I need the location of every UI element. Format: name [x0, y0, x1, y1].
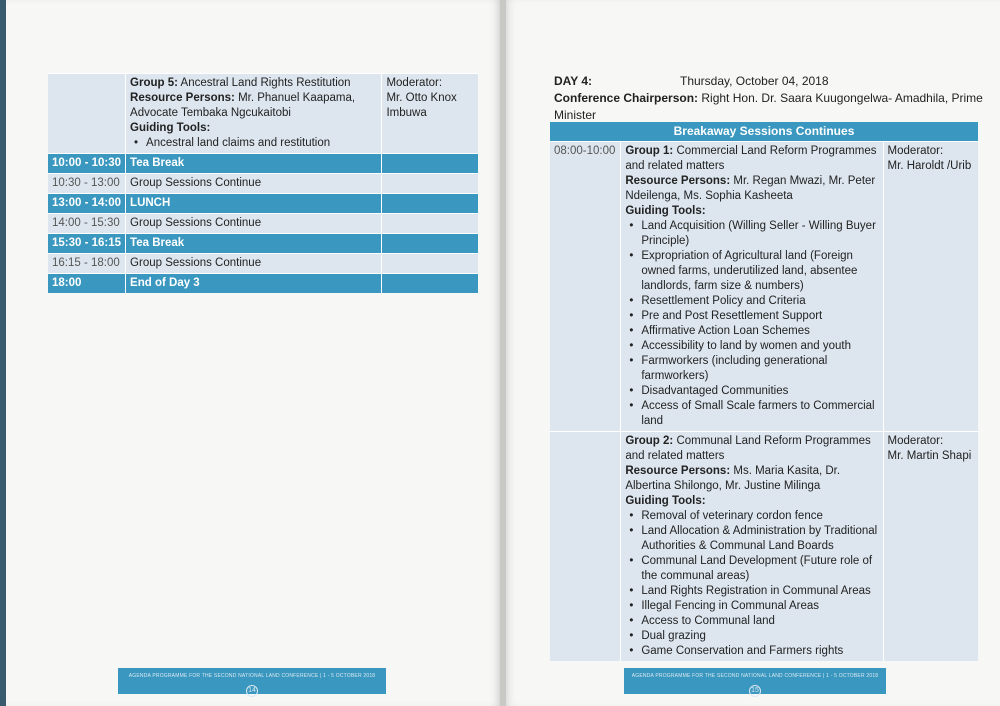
schedule-moderator-cell [382, 254, 478, 274]
schedule-time: 16:15 - 18:00 [48, 254, 126, 274]
tools-label: Guiding Tools: [130, 122, 211, 134]
schedule-activity: Group Sessions Continue [126, 174, 382, 194]
page-number: 15 [749, 685, 761, 697]
page-number: 14 [246, 685, 258, 697]
schedule-activity: Tea Break [126, 154, 382, 174]
tool-item: • Pre and Post Resettlement Support [625, 309, 878, 324]
group5-moderator [382, 74, 478, 154]
moderator-name: Mr. Haroldt /Urib [887, 160, 972, 172]
schedule-moderator-cell [382, 234, 478, 254]
group1-moderator [883, 142, 978, 432]
tool-item: • Illegal Fencing in Communal Areas [625, 599, 878, 614]
schedule-row [48, 234, 478, 254]
schedule-row [48, 174, 478, 194]
schedule-moderator-cell [382, 214, 478, 234]
schedule-moderator-cell [382, 194, 478, 214]
group1-row [550, 142, 978, 432]
tool-item: • Expropriation of Agricultural land (Foreign owned farms, underutilized land, absentee landlords, farm size & numbers) [625, 249, 878, 294]
day-label: DAY 4: [554, 74, 593, 88]
tool-item: • Accessibility to land by women and youth [625, 339, 878, 354]
group2-details [621, 432, 883, 662]
group2-row [550, 432, 978, 662]
schedule-time: 18:00 [48, 274, 126, 294]
booklet-spine-edge [0, 0, 6, 706]
moderator-label: Moderator: [887, 145, 944, 157]
resource-names: Ms. Maria Kasita, Dr. Albertina Shilongo, Mr. Justine Milinga [625, 465, 841, 492]
session-time: 08:00-10:00 [550, 142, 621, 432]
tool-item: • Land Acquisition (Willing Seller - Willing Buyer Principle) [625, 219, 878, 249]
tool-item: • Farmworkers (including generational farmworkers) [625, 354, 878, 384]
page-footer [624, 668, 886, 694]
tool-item: • Ancestral land claims and restitution [130, 136, 377, 151]
day3-schedule-table [48, 73, 478, 293]
schedule-row [48, 274, 478, 294]
tools-list [130, 136, 377, 151]
chair-name: Right Hon. Dr. Saara Kuugongelwa- Amadhila, Prime Minister [554, 91, 983, 122]
moderator-label: Moderator: [887, 435, 944, 447]
tool-item: • Resettlement Policy and Criteria [625, 294, 878, 309]
schedule-row [48, 194, 478, 214]
group-label: Group 2: [625, 435, 674, 447]
tools-list [625, 219, 878, 429]
tool-item: • Communal Land Development (Future role of the communal areas) [625, 554, 878, 584]
page-footer [118, 668, 386, 694]
table-heading-row [550, 122, 978, 142]
tool-item: • Access of Small Scale farmers to Commercial land [625, 399, 878, 429]
schedule-row [48, 154, 478, 174]
schedule-time: 13:00 - 14:00 [48, 194, 126, 214]
schedule-time: 15:30 - 16:15 [48, 234, 126, 254]
schedule-time: 10:30 - 13:00 [48, 174, 126, 194]
group-title: Communal Land Reform Programmes and related matters [625, 435, 871, 462]
resource-label: Resource Persons: [625, 465, 731, 477]
day-header [554, 73, 1000, 124]
group1-details [621, 142, 883, 432]
table-heading: Breakaway Sessions Continues [550, 122, 978, 142]
schedule-moderator-cell [382, 174, 478, 194]
group-label: Group 1: [625, 145, 674, 157]
resource-names: Mr. Phanuel Kaapama, Advocate Tembaka Ngcukaitobi [130, 92, 356, 119]
schedule-time: 14:00 - 15:30 [48, 214, 126, 234]
tools-label: Guiding Tools: [625, 495, 706, 507]
group-label: Group 5: [130, 77, 178, 89]
tool-item: • Access to Communal land [625, 614, 878, 629]
tool-item: • Game Conservation and Farmers rights [625, 644, 878, 659]
footer-text: AGENDA PROGRAMME FOR THE SECOND NATIONAL LAND CONFERENCE | 1 - 5 OCTOBER 2018 [631, 673, 879, 679]
schedule-activity: LUNCH [126, 194, 382, 214]
group2-time-cell [550, 432, 621, 662]
schedule-activity: Group Sessions Continue [126, 254, 382, 274]
schedule-activity: Tea Break [126, 234, 382, 254]
group5-time-cell [48, 74, 126, 154]
group5-details [126, 74, 382, 154]
moderator-name: Mr. Otto Knox Imbuwa [386, 92, 457, 119]
tool-item: • Land Rights Registration in Communal Areas [625, 584, 878, 599]
tool-item: • Dual grazing [625, 629, 878, 644]
schedule-moderator-cell [382, 154, 478, 174]
day-date: Thursday, October 04, 2018 [680, 74, 829, 88]
chair-label: Conference Chairperson: [554, 91, 699, 105]
resource-label: Resource Persons: [625, 175, 731, 187]
group5-row [48, 74, 478, 154]
group2-moderator [883, 432, 978, 662]
right-page [506, 0, 1000, 706]
schedule-row [48, 214, 478, 234]
schedule-moderator-cell [382, 274, 478, 294]
schedule-activity: End of Day 3 [126, 274, 382, 294]
schedule-row [48, 254, 478, 274]
tools-list [625, 509, 878, 659]
moderator-name: Mr. Martin Shapi [887, 450, 972, 462]
resource-names: Mr. Regan Mwazi, Mr. Peter Ndeilenga, Ms. Sophia Kasheeta [625, 175, 876, 202]
group-title: Ancestral Land Rights Restitution [180, 77, 351, 89]
tools-label: Guiding Tools: [625, 205, 706, 217]
group-title: Commercial Land Reform Programmes and related matters [625, 145, 877, 172]
day4-schedule-table [550, 122, 978, 661]
schedule-time: 10:00 - 10:30 [48, 154, 126, 174]
resource-label: Resource Persons: [130, 92, 235, 104]
schedule-activity: Group Sessions Continue [126, 214, 382, 234]
tool-item: • Disadvantaged Communities [625, 384, 878, 399]
tool-item: • Affirmative Action Loan Schemes [625, 324, 878, 339]
tool-item: • Removal of veterinary cordon fence [625, 509, 878, 524]
tool-item: • Land Allocation & Administration by Traditional Authorities & Communal Land Boards [625, 524, 878, 554]
footer-text: AGENDA PROGRAMME FOR THE SECOND NATIONAL LAND CONFERENCE | 1 - 5 OCTOBER 2018 [128, 673, 376, 679]
moderator-label: Moderator: [386, 77, 443, 89]
